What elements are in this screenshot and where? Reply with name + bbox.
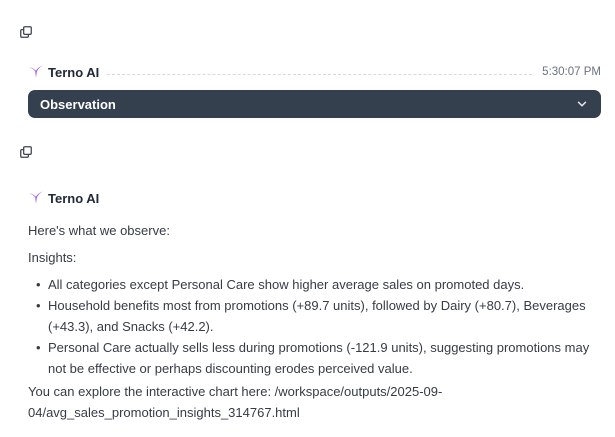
message-header xyxy=(28,190,601,206)
list-item: • All categories except Personal Care show higher average sales on promoted days. xyxy=(28,274,601,295)
dashed-divider xyxy=(107,74,532,75)
message-body xyxy=(28,220,601,423)
insights-list xyxy=(28,274,601,379)
terno-ai-logo-icon xyxy=(28,190,44,206)
observation-label: Observation xyxy=(40,96,116,112)
list-item: • Personal Care actually sells less during promotions (-121.9 units), suggesting promotions may not be effective or perhaps discounting erodes perceived value. xyxy=(28,337,601,379)
intro-text: Here's what we observe: xyxy=(28,223,170,238)
message-group-observation xyxy=(18,24,601,118)
chevron-down-icon xyxy=(575,97,589,111)
copy-icon xyxy=(19,25,33,39)
copy-message-button[interactable] xyxy=(18,24,34,40)
terno-ai-logo-icon xyxy=(28,64,44,80)
list-item: • Household benefits most from promotions (+89.7 units), followed by Dairy (+80.7), Beverages (+43.3), and Snacks (+42.2). xyxy=(28,295,601,337)
insights-heading: Insights: xyxy=(28,250,77,265)
copy-message-button[interactable] xyxy=(18,144,34,160)
sender-name: Terno AI xyxy=(48,64,100,80)
message-timestamp: 5:30:07 PM xyxy=(542,66,601,78)
sender-name: Terno AI xyxy=(48,190,100,206)
observation-toggle[interactable] xyxy=(28,90,601,118)
message-header xyxy=(28,64,601,80)
chart-path-text: You can explore the interactive chart here: /workspace/outputs/2025-09-04/avg_sales_promotion_insights_314767.html xyxy=(28,384,443,420)
copy-icon xyxy=(19,145,33,159)
message-group-insights xyxy=(18,144,601,423)
